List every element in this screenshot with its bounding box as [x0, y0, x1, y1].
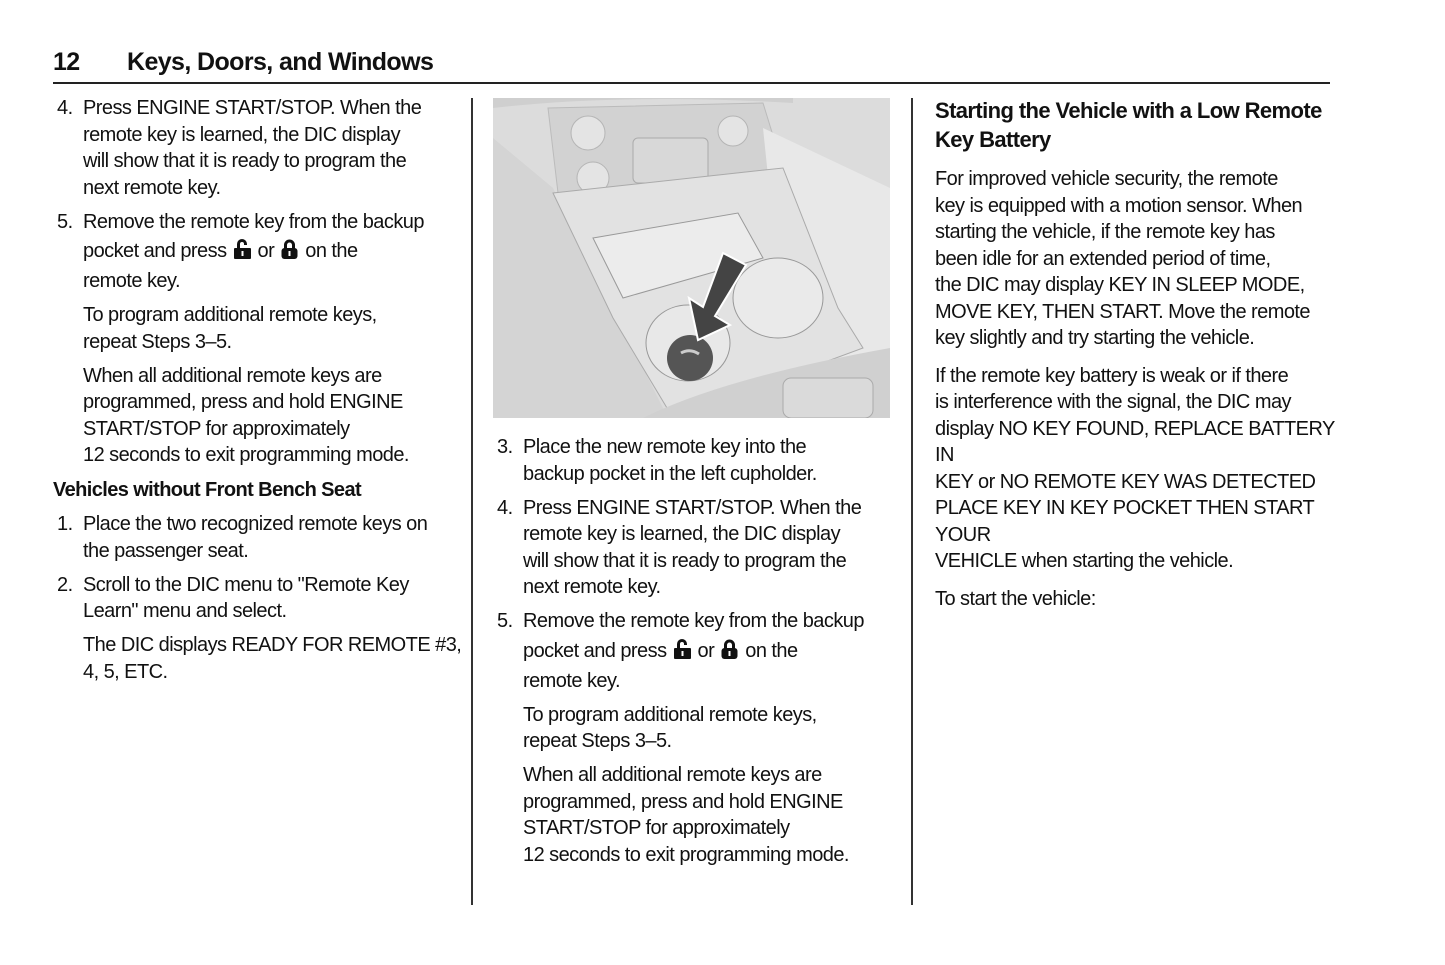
item-text: remote key.: [83, 270, 180, 292]
list-item: [53, 572, 463, 625]
column-divider: [911, 98, 913, 905]
lock-icon: [721, 638, 738, 660]
item-text: Press ENGINE START/STOP. When the remote key is learned, the DIC display will show that it is ready to program the next remote key.: [83, 97, 422, 199]
item-number: 5.: [57, 210, 73, 233]
list-item: [493, 434, 903, 487]
paragraph: When all additional remote keys are programmed, press and hold ENGINE START/STOP for approximately 12 seconds to exit programming mode.: [83, 364, 409, 466]
page-number: 12: [53, 48, 80, 76]
list-item: [53, 95, 463, 201]
column-divider: [471, 98, 473, 905]
item-text: Scroll to the DIC menu to "Remote Key Learn" menu and select.: [83, 573, 409, 622]
center-console-cupholder-illustration: [493, 98, 890, 418]
list-item: [493, 608, 903, 694]
paragraph: To program additional remote keys, repeat Steps 3–5.: [83, 304, 377, 353]
item-text: or: [697, 639, 715, 662]
item-number: 4.: [497, 496, 513, 519]
item-text: on the: [745, 639, 798, 662]
paragraph: When all additional remote keys are programmed, press and hold ENGINE START/STOP for approximately 12 seconds to exit programming mode.: [523, 764, 849, 866]
lock-icon: [281, 238, 298, 260]
item-text: on the: [305, 240, 358, 262]
column-3: [935, 96, 1345, 620]
item-text: pocket and press: [523, 639, 667, 662]
item-number: 4.: [57, 97, 73, 119]
paragraph: The DIC displays READY FOR REMOTE #3, 4, 5, ETC.: [83, 634, 462, 683]
unlock-icon: [234, 238, 251, 260]
list-item: [53, 209, 463, 295]
item-text: Press ENGINE START/STOP. When the remote key is learned, the DIC display will show that it is ready to program the next remote key.: [523, 496, 862, 598]
section-heading: Starting the Vehicle with a Low Remote Key Battery: [935, 98, 1322, 152]
paragraph: To program additional remote keys, repeat Steps 3–5.: [523, 703, 817, 752]
item-number: 2.: [57, 573, 73, 596]
item-number: 5.: [497, 610, 513, 632]
column-2: [493, 434, 903, 876]
item-text: Place the two recognized remote keys on the passenger seat.: [83, 513, 428, 562]
paragraph: For improved vehicle security, the remote key is equipped with a motion sensor. When starting the vehicle, if the remote key has been idle for an extended period of time, the DIC may display KEY IN SLEEP MODE, MOVE KEY, THEN START. Move the remote key slightly and try starting the vehicle.: [935, 168, 1310, 349]
item-number: 1.: [57, 513, 73, 535]
item-text: Place the new remote key into the backup pocket in the left cupholder.: [523, 436, 817, 485]
paragraph: If the remote key battery is weak or if there is interference with the signal, the DIC may display NO KEY FOUND, REPLACE BATTERY IN KEY or NO REMOTE KEY WAS DETECTED PLACE KEY IN KEY POCKET THEN START YOUR VEHICLE when starting the vehicle.: [935, 364, 1335, 572]
header-rule: [53, 82, 1330, 84]
item-text: or: [257, 240, 275, 262]
subheading: Vehicles without Front Bench Seat: [53, 478, 362, 501]
paragraph: To start the vehicle:: [935, 587, 1096, 610]
list-item: [493, 495, 903, 601]
section-title: Keys, Doors, and Windows: [127, 48, 434, 76]
list-item: [53, 511, 463, 564]
item-text: Remove the remote key from the backup: [83, 210, 424, 233]
item-text: remote key.: [523, 669, 620, 692]
unlock-icon: [674, 638, 691, 660]
item-text: pocket and press: [83, 240, 227, 262]
column-1: [53, 95, 463, 693]
item-number: 3.: [497, 436, 513, 458]
item-text: Remove the remote key from the backup: [523, 610, 864, 632]
